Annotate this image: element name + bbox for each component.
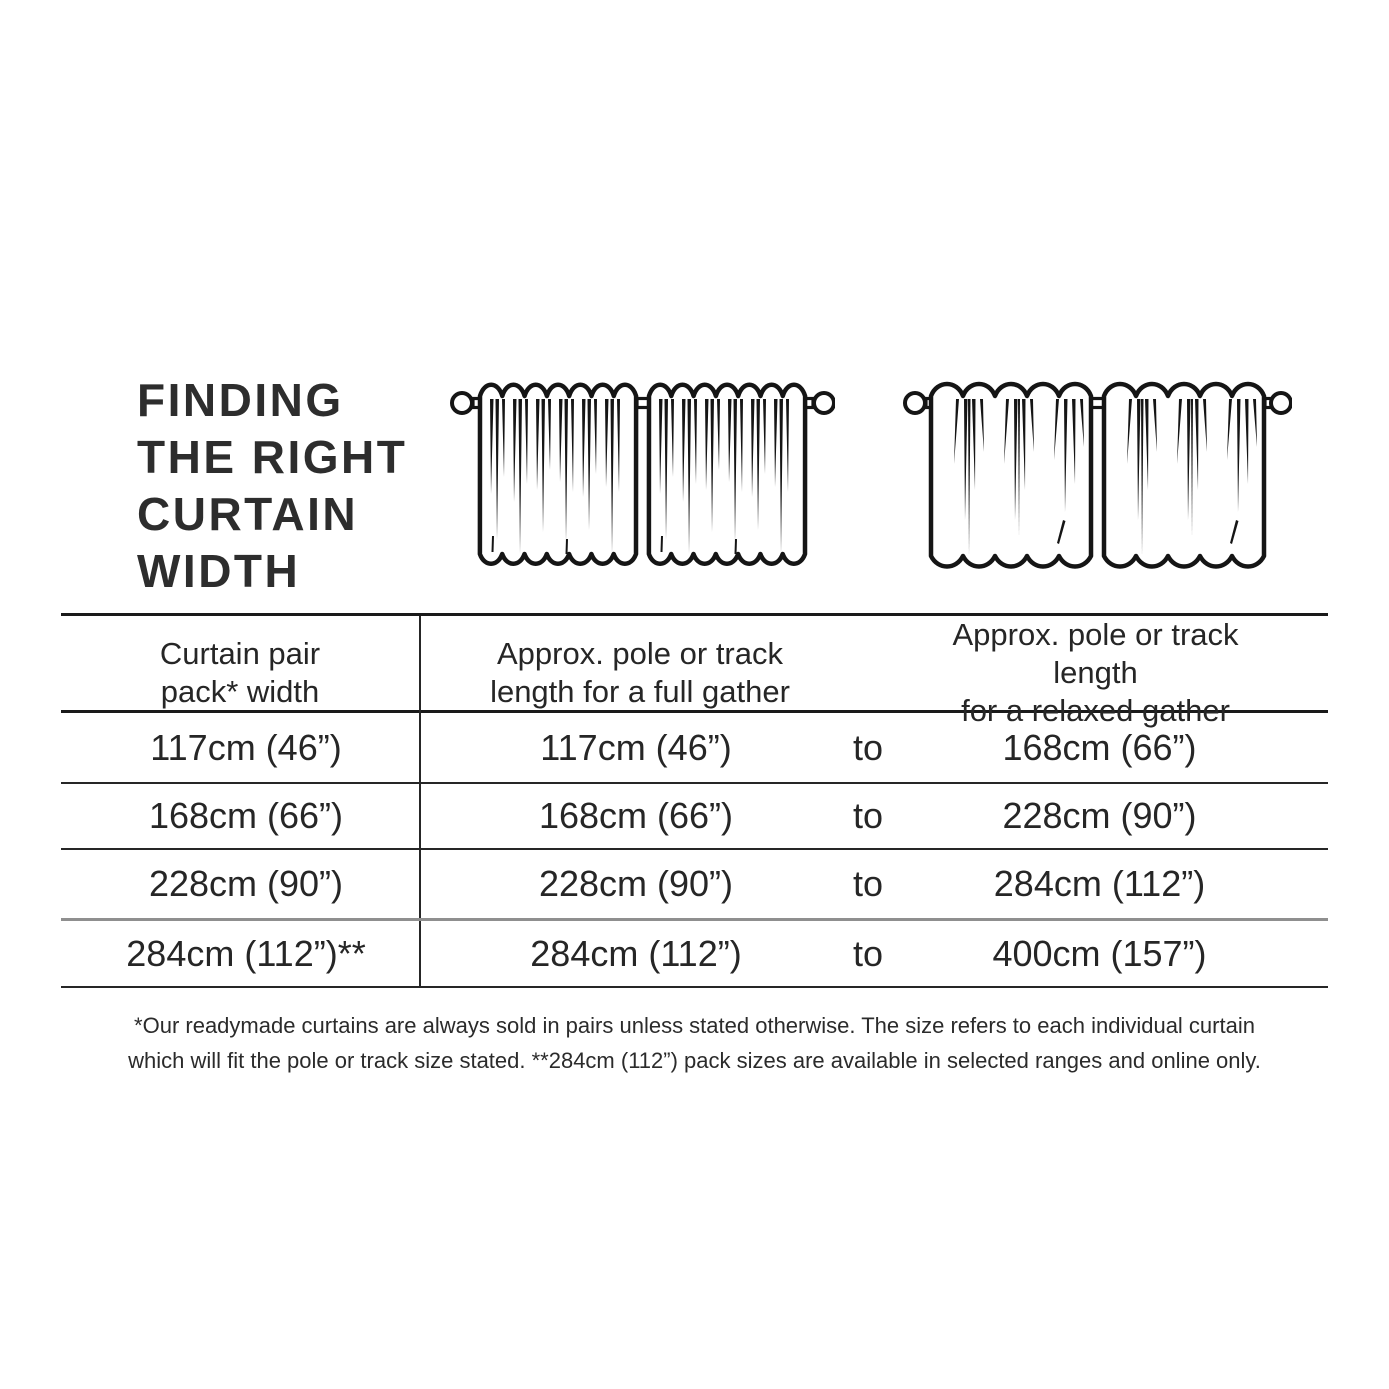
curtain-panel	[649, 385, 805, 564]
cell-relaxed-gather-length: 228cm (90”)	[1002, 795, 1197, 836]
page-title	[137, 372, 407, 600]
cell-relaxed-gather-length: 284cm (112”)	[993, 863, 1206, 904]
cell-pack-width: 228cm (90”)	[61, 850, 421, 918]
footnote-line: which will fit the pole or track size stated. **284cm (112”) pack sizes are available in selected ranges and online only.	[128, 1048, 1261, 1073]
footnote	[0, 1008, 1389, 1078]
header-text: Approx. pole or track	[496, 636, 783, 671]
cell-pack-width: 117cm (46”)	[61, 713, 421, 782]
pole-finial-icon	[905, 393, 925, 413]
cell-pack-width: 284cm (112”)**	[61, 921, 421, 986]
curtain-panel	[480, 385, 636, 564]
cell-full-gather-length: 228cm (90”)	[538, 863, 734, 904]
title-line: CURTAIN	[137, 488, 359, 540]
curtain-panel	[931, 384, 1091, 567]
title-line: FINDING	[137, 374, 344, 426]
curtain-panel	[1104, 384, 1264, 567]
table-row	[61, 784, 1328, 850]
header-text: Curtain pair	[159, 636, 321, 671]
pole-finial-icon	[452, 393, 472, 413]
cell-to-connector: to	[852, 932, 884, 974]
pole-finial-icon	[814, 393, 834, 413]
cell-full-gather-length: 168cm (66”)	[538, 795, 734, 836]
cell-relaxed-gather-length: 400cm (157”)	[992, 932, 1207, 974]
cell-full-gather-length: 117cm (46”)	[540, 726, 732, 768]
header-text: length for a full gather	[490, 674, 790, 709]
footnote-line: *Our readymade curtains are always sold in pairs unless stated otherwise. The size refers to each individual curtain	[134, 1013, 1255, 1038]
title-line: WIDTH	[137, 545, 301, 597]
title-line: THE RIGHT	[137, 431, 408, 483]
table-row	[61, 850, 1328, 921]
header-text: for a relaxed gather	[961, 693, 1230, 728]
cell-relaxed-gather-length: 168cm (66”)	[1002, 726, 1197, 768]
cell-to-connector: to	[852, 795, 884, 836]
pole-finial-icon	[1271, 393, 1291, 413]
cell-to-connector: to	[852, 863, 884, 904]
cell-pack-width: 168cm (66”)	[61, 784, 421, 848]
header-text: Approx. pole or track length	[952, 617, 1239, 690]
table-header-row	[61, 616, 1328, 728]
curtain-full-gather-illustration	[450, 372, 835, 583]
curtain-relaxed-gather-illustration	[903, 372, 1292, 588]
cell-full-gather-length: 284cm (112”)	[530, 932, 742, 974]
table-row	[61, 921, 1328, 988]
table-row	[61, 713, 1328, 784]
header-text: pack* width	[160, 674, 320, 709]
cell-to-connector: to	[852, 726, 884, 768]
size-table	[61, 613, 1328, 988]
